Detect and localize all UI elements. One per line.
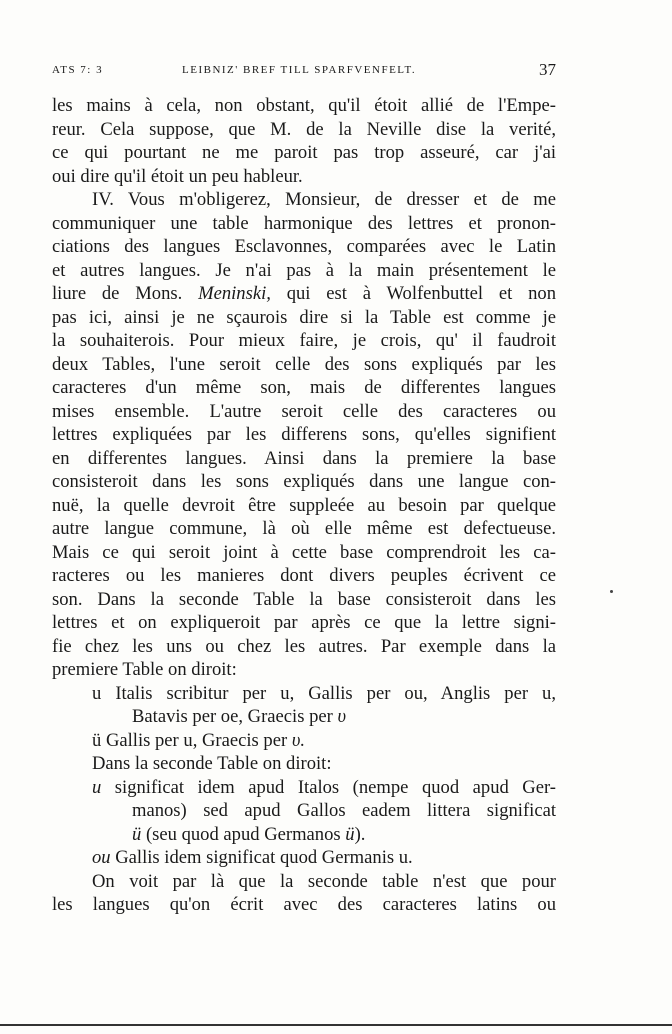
text-segment: ü Gallis per u, Graecis per <box>92 729 292 751</box>
text-line <box>52 846 556 870</box>
bottom-rule <box>0 1024 672 1026</box>
greek-letter: υ <box>337 706 347 727</box>
text-line <box>52 729 556 753</box>
text-line: mises ensemble. L'autre seroit celle des caracteres ou <box>52 400 556 422</box>
text-line: et autres langues. Je n'ai pas à la main présentement le <box>52 259 556 281</box>
text-line: les langues qu'on écrit avec des caracteres latins ou <box>52 894 556 915</box>
greek-letter: υ. <box>291 729 305 751</box>
text-line: lettres et on expliqueroit par après ce que la lettre signi- <box>52 612 556 633</box>
text-line: racteres ou les manieres dont divers peuples écrivent ce <box>52 565 556 586</box>
text-line: Dans la seconde Table on diroit: <box>92 753 332 774</box>
page-number: 37 <box>539 60 556 79</box>
text-line: en differentes langues. Ainsi dans la premiere la base <box>52 447 556 469</box>
text-line: deux Tables, l'une seroit celle des sons expliqués par les <box>52 353 556 375</box>
text-line: IV. Vous m'obligerez, Monsieur, de dresser et de me <box>92 189 556 210</box>
text-line: ciations des langues Esclavonnes, comparées avec le Latin <box>52 236 556 257</box>
text-segment: Gallis idem significat quod Germanis u. <box>110 847 413 868</box>
text-line: Mais ce qui seroit joint à cette base comprendroit les ca- <box>52 541 556 563</box>
text-line: son. Dans la seconde Table la base consisteroit dans les <box>52 588 556 610</box>
text-line <box>52 823 556 847</box>
text-line: fie chez les uns ou chez les autres. Par exemple dans la <box>52 635 556 657</box>
text-line: manos) sed apud Gallos eadem littera significat <box>132 800 556 821</box>
italic-letter: ou <box>92 847 111 868</box>
text-line: reur. Cela suppose, que M. de la Neville dise la verité, <box>52 118 556 140</box>
text-line <box>52 705 556 729</box>
italic-letter: ü <box>132 823 142 845</box>
text-line: autre langue commune, là où elle même est defectueuse. <box>52 518 556 539</box>
text-line: communiquer une table harmonique des lettres et pronon- <box>52 212 556 234</box>
text-line: ce qui pourtant ne me paroit pas trop asseuré, car j'ai <box>52 142 556 163</box>
text-line: lettres expliquées par les differens sons, qu'elles signifient <box>52 424 556 445</box>
text-line: pas ici, ainsi je ne sçaurois dire si la Table est comme je <box>52 306 556 328</box>
text-line: oui dire qu'il étoit un peu hableur. <box>52 165 303 187</box>
italic-letter: ü <box>345 823 355 845</box>
italic-letter: u <box>92 776 102 798</box>
text-segment: qui est à Wolfenbuttel et non <box>270 283 556 304</box>
scan-speck <box>610 590 613 593</box>
text-line: caracteres d'un même son, mais de differentes langues <box>52 377 556 398</box>
text-segment: (seu quod apud Germanos <box>141 823 346 845</box>
text-line: On voit par là que la seconde table n'est que pour <box>92 870 556 892</box>
italic-name: Meninski, <box>198 283 271 304</box>
text-line: la souhaiterois. Pour mieux faire, je crois, qu' il faudroit <box>52 330 556 351</box>
text-line: consisteroit dans les sons expliqués dans une langue con- <box>52 471 556 492</box>
text-segment: significat idem apud Italos (nempe quod apud Ger- <box>101 776 556 798</box>
text-line: nuë, la quelle devroit être suppleée au besoin par quelque <box>52 494 556 516</box>
page-body <box>52 94 556 917</box>
header-signature: ATS 7: 3 <box>52 64 104 76</box>
running-header <box>52 62 556 82</box>
text-segment: ). <box>354 823 366 845</box>
text-line: premiere Table on diroit: <box>52 659 237 680</box>
text-segment: liure de Mons. <box>52 283 199 304</box>
text-line <box>52 282 556 306</box>
text-segment: Batavis per oe, Graecis per <box>132 706 338 727</box>
text-line <box>52 776 556 800</box>
header-title: LEIBNIZ' BREF TILL SPARFVENFELT. <box>182 64 417 76</box>
text-line: u Italis scribitur per u, Gallis per ou, Anglis per u, <box>92 682 556 704</box>
text-line: les mains à cela, non obstant, qu'il étoit allié de l'Empe- <box>52 95 556 116</box>
